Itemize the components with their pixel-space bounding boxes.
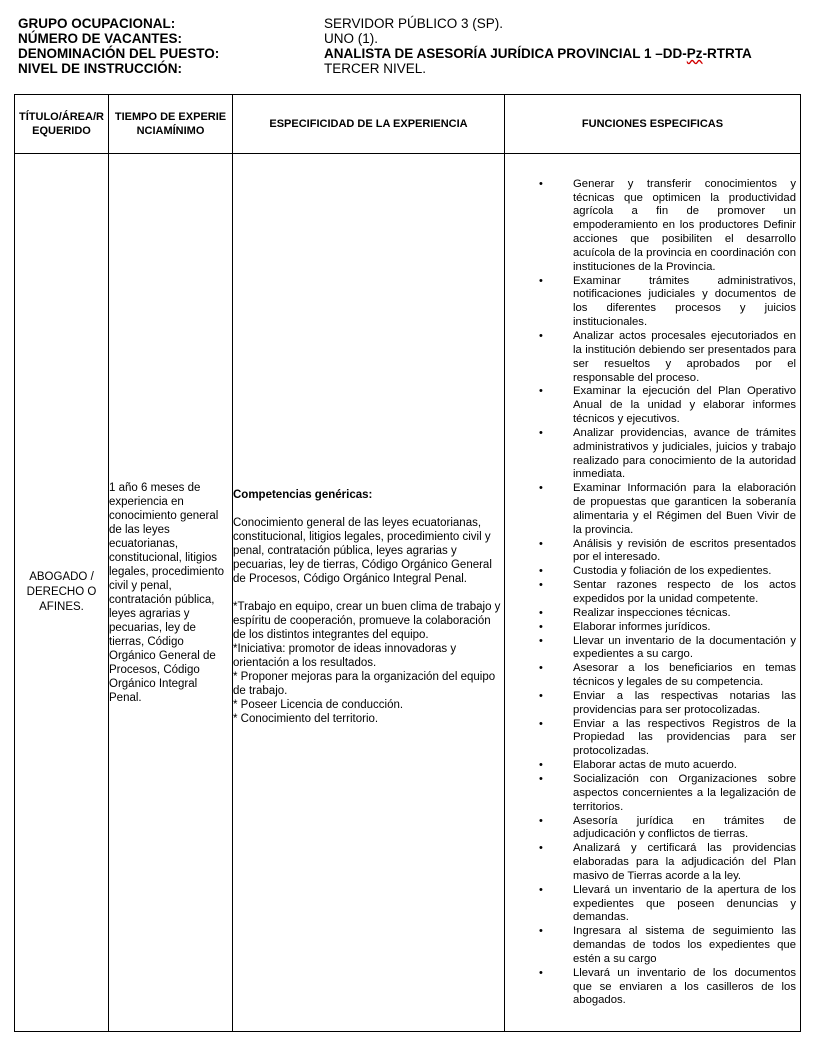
competencias-intro: Conocimiento general de las leyes ecuatorianas, constitucional, litigios legales, procedimiento civil y penal, contratación pública, leyes agrarias y pecuarias, ley de tierras, Código Orgánico General de Procesos, Código Orgánico Integral Penal.	[233, 516, 492, 585]
bullet-icon: •	[539, 579, 543, 592]
funcion-text: Analizar providencias, avance de trámites administrativos y judiciales, juicios y trabajo realizado para conocimiento de la autoridad inmediata.	[573, 426, 796, 481]
funcion-text: Enviar a las respectivos Registros de la Propiedad las providencias para ser protocolizadas.	[573, 717, 796, 758]
bullet-icon: •	[539, 177, 543, 190]
bullet-icon: •	[539, 565, 543, 578]
grupo-ocupacional-value: SERVIDOR PÚBLICO 3 (SP).	[324, 16, 504, 31]
bullet-icon: •	[539, 482, 543, 495]
list-item	[505, 607, 796, 621]
bullet-icon: •	[539, 329, 543, 342]
funcion-text: Elaborar informes jurídicos.	[573, 620, 711, 633]
bullet-icon: •	[539, 772, 543, 785]
bullet-icon: •	[539, 689, 543, 702]
bullet-icon: •	[539, 426, 543, 439]
denominacion-value-prefix: ANALISTA DE ASESORÍA JURÍDICA PROVINCIAL 1 –DD-	[324, 46, 687, 61]
list-item	[505, 690, 796, 718]
denominacion-label: DENOMINACIÓN DEL PUESTO:	[18, 46, 220, 61]
list-item	[505, 884, 796, 926]
list-item	[505, 773, 796, 815]
bullet-icon: •	[539, 537, 543, 550]
bullet-icon: •	[539, 385, 543, 398]
titulo-cell: ABOGADO / DERECHO O AFINES.	[15, 154, 109, 1032]
denominacion-value	[324, 46, 808, 61]
list-item	[505, 178, 796, 275]
funcion-text: Examinar Información para la elaboración de propuestas que garanticen la soberanía alimentaria y el Régimen del Buen Vivir de la provincia.	[573, 482, 796, 536]
list-item	[505, 621, 796, 635]
requirements-table	[14, 94, 801, 1032]
funciones-cell	[505, 154, 801, 1032]
funcion-text: Analizará y certificará las providencias elaboradas para la adjudicación del Plan masivo de Tierras acorde a la ley.	[573, 842, 796, 882]
competencia-item: * Proponer mejoras para la organización del equipo de trabajo.	[233, 670, 496, 697]
list-item	[505, 635, 796, 663]
competencia-item: *Iniciativa: promotor de ideas innovadoras y orientación a los resultados.	[233, 642, 457, 669]
funcion-text: Socialización con Organizaciones sobre aspectos concernientes a la legalización de territorios.	[573, 772, 796, 813]
especificidad-cell	[233, 154, 505, 1032]
list-item	[505, 718, 796, 760]
bullet-icon: •	[539, 662, 543, 675]
bullet-icon: •	[539, 814, 543, 827]
funcion-text: Asesorar a los beneficiarios en temas técnicos y legales de su competencia.	[573, 662, 796, 689]
funcion-text: Elaborar actas de muto acuerdo.	[573, 759, 737, 772]
bullet-icon: •	[539, 759, 543, 772]
list-item	[505, 330, 796, 385]
list-item	[505, 662, 796, 690]
nivel-instruccion-label: NIVEL DE INSTRUCCIÓN:	[18, 61, 183, 76]
funcion-text: Examinar trámites administrativos, notificaciones judiciales y documentos de los diferentes procesos y juicios institucionales.	[573, 274, 796, 329]
bullet-icon: •	[539, 606, 543, 619]
denominacion-value-suffix: -RTRTA	[702, 46, 752, 61]
funcion-text: Custodia y foliación de los expedientes.	[573, 565, 772, 578]
bullet-icon: •	[539, 717, 543, 730]
list-item	[505, 427, 796, 482]
funcion-text: Enviar a las respectivas notarias las providencias para ser protocolizadas.	[573, 689, 796, 716]
list-item	[505, 385, 796, 427]
competencia-item: * Poseer Licencia de conducción.	[233, 698, 404, 711]
bullet-icon: •	[539, 634, 543, 647]
funcion-text: Análisis y revisión de escritos presentados por el interesado.	[573, 537, 796, 564]
funcion-text: Analizar actos procesales ejecutoriados en la institución debiendo ser presentados para ser resueltos y aprobados por el responsable del proceso.	[573, 329, 796, 384]
numero-vacantes-value: UNO (1).	[324, 31, 378, 46]
list-item	[505, 579, 796, 607]
header-row-vacantes	[18, 31, 808, 46]
grupo-ocupacional-label: GRUPO OCUPACIONAL:	[18, 16, 176, 31]
list-item	[505, 925, 796, 967]
table-row	[15, 154, 801, 1032]
funcion-text: Examinar la ejecución del Plan Operativo Anual de la unidad y elaborar informes técnicos y ejecutivos.	[573, 385, 796, 426]
tiempo-cell: 1 año 6 meses de experiencia en conocimiento general de las leyes ecuatorianas, constitucional, litigios legales, procedimiento civil y penal, contratación pública, leyes agrarias y pecuarias, ley de tierras, Código Orgánico General de Procesos, Código Orgánico Integral Penal.	[109, 154, 233, 1032]
bullet-icon: •	[539, 925, 543, 938]
competencias-title: Competencias genéricas:	[233, 488, 373, 501]
table-header-row	[15, 95, 801, 154]
list-item	[505, 538, 796, 566]
position-header	[18, 16, 808, 76]
bullet-icon: •	[539, 966, 543, 979]
nivel-instruccion-value: TERCER NIVEL.	[324, 61, 427, 76]
funcion-text: Llevará un inventario de los documentos que se enviaren a los casilleros de los abogados.	[573, 966, 796, 1007]
spellcheck-underlined-word: Pz	[686, 46, 703, 61]
list-item	[505, 815, 796, 843]
list-item	[505, 842, 796, 884]
funcion-text: Sentar razones respecto de los actos expedidos por la unidad competente.	[573, 579, 796, 605]
funcion-text: Generar y transferir conocimientos y técnicas que optimicen la productividad agrícola a fin de promover un empoderamiento en los productores Definir acciones que posibiliten el desarrollo acuícola de la provincia en coordinación con instituciones de la Provincia.	[573, 177, 796, 273]
header-titulo: TÍTULO/ÁREA/REQUERIDO	[15, 95, 109, 154]
competencia-item: * Conocimiento del territorio.	[233, 712, 379, 725]
funcion-text: Ingresara al sistema de seguimiento las demandas de todos los expedientes que estén a su cargo	[573, 925, 796, 965]
list-item	[505, 967, 796, 1009]
list-item	[505, 482, 796, 537]
list-item	[505, 275, 796, 330]
header-tiempo: TIEMPO DE EXPERIENCIAMÍNIMO	[109, 95, 233, 154]
funcion-text: Realizar inspecciones técnicas.	[573, 606, 731, 619]
bullet-icon: •	[539, 883, 543, 896]
header-row-denominacion	[18, 46, 808, 61]
header-especificidad: ESPECIFICIDAD DE LA EXPERIENCIA	[233, 95, 505, 154]
bullet-icon: •	[539, 274, 543, 287]
funcion-text: Asesoría jurídica en trámites de adjudicación y conflictos de tierras.	[573, 814, 796, 841]
list-item	[505, 759, 796, 773]
numero-vacantes-label: NÚMERO DE VACANTES:	[18, 31, 183, 46]
competencia-item: *Trabajo en equipo, crear un buen clima de trabajo y espíritu de cooperación, promueve la colaboración de los distintos integrantes del equipo.	[233, 600, 501, 641]
header-row-instruccion	[18, 61, 808, 76]
funcion-text: Llevar un inventario de la documentación y expedientes a su cargo.	[573, 634, 796, 661]
header-funciones: FUNCIONES ESPECIFICAS	[505, 95, 801, 154]
bullet-icon: •	[539, 842, 543, 855]
header-row-grupo	[18, 16, 808, 31]
funciones-list	[505, 177, 800, 1009]
bullet-icon: •	[539, 620, 543, 633]
funcion-text: Llevará un inventario de la apertura de los expedientes que poseen denuncias y demandas.	[573, 883, 796, 924]
list-item	[505, 565, 796, 579]
